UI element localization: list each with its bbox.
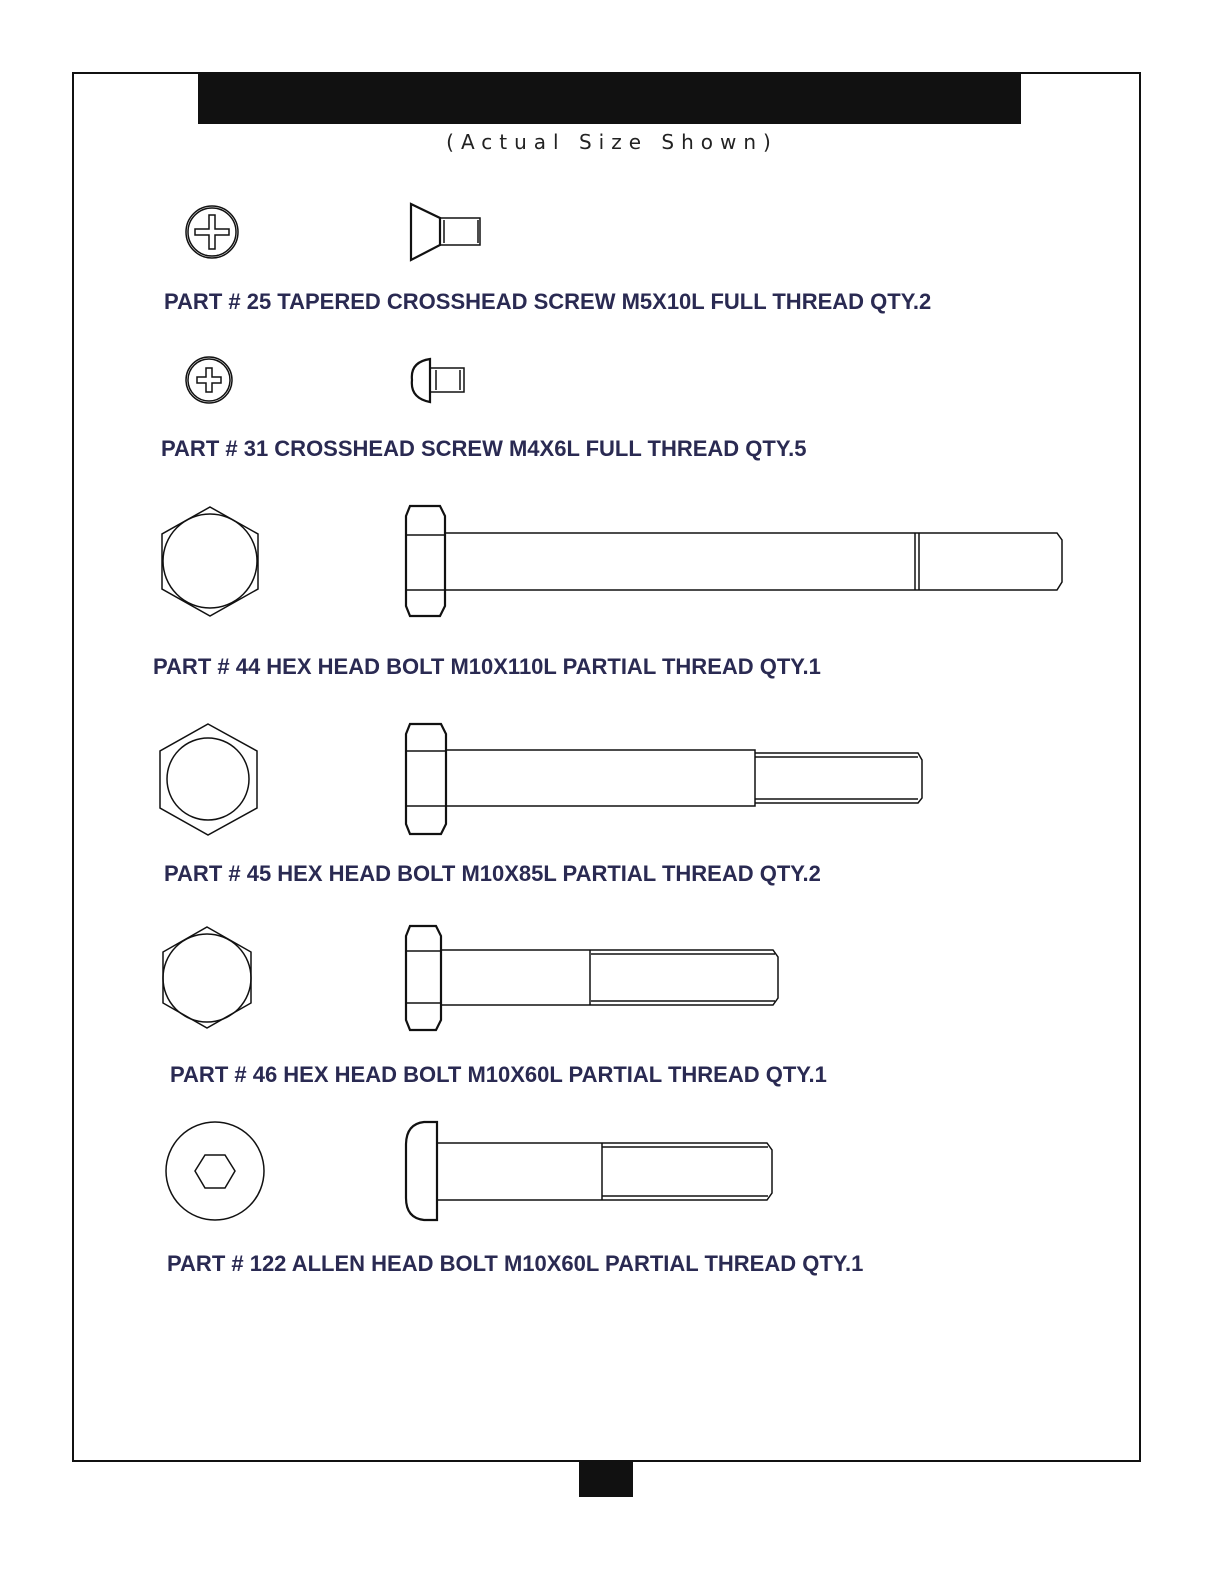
part-46-side-view — [406, 926, 778, 1030]
part-122-label: PART # 122 ALLEN HEAD BOLT M10X60L PARTIAL THREAD QTY.1 — [167, 1251, 864, 1276]
part-25-top-view — [186, 206, 238, 258]
part-44-top-view — [162, 507, 258, 616]
part-46-label: PART # 46 HEX HEAD BOLT M10X60L PARTIAL THREAD QTY.1 — [170, 1062, 827, 1087]
part-122-top-view — [166, 1122, 264, 1220]
part-45-top-view — [160, 724, 257, 835]
part-31-label: PART # 31 CROSSHEAD SCREW M4X6L FULL THREAD QTY.5 — [161, 436, 807, 461]
part-45-label: PART # 45 HEX HEAD BOLT M10X85L PARTIAL THREAD QTY.2 — [164, 861, 821, 886]
part-122-side-view — [406, 1122, 772, 1220]
part-31-top-view — [186, 357, 232, 403]
part-44-side-view — [406, 506, 1062, 616]
part-44-label: PART # 44 HEX HEAD BOLT M10X110L PARTIAL THREAD QTY.1 — [153, 654, 821, 679]
part-46-top-view — [163, 927, 251, 1028]
part-25-label: PART # 25 TAPERED CROSSHEAD SCREW M5X10L FULL THREAD QTY.2 — [164, 289, 932, 314]
page-subtitle: (Actual Size Shown) — [446, 130, 778, 154]
page-number-tab — [579, 1462, 633, 1497]
part-31-side-view — [412, 359, 464, 402]
part-45-side-view — [406, 724, 922, 834]
part-25-side-view — [411, 204, 480, 260]
